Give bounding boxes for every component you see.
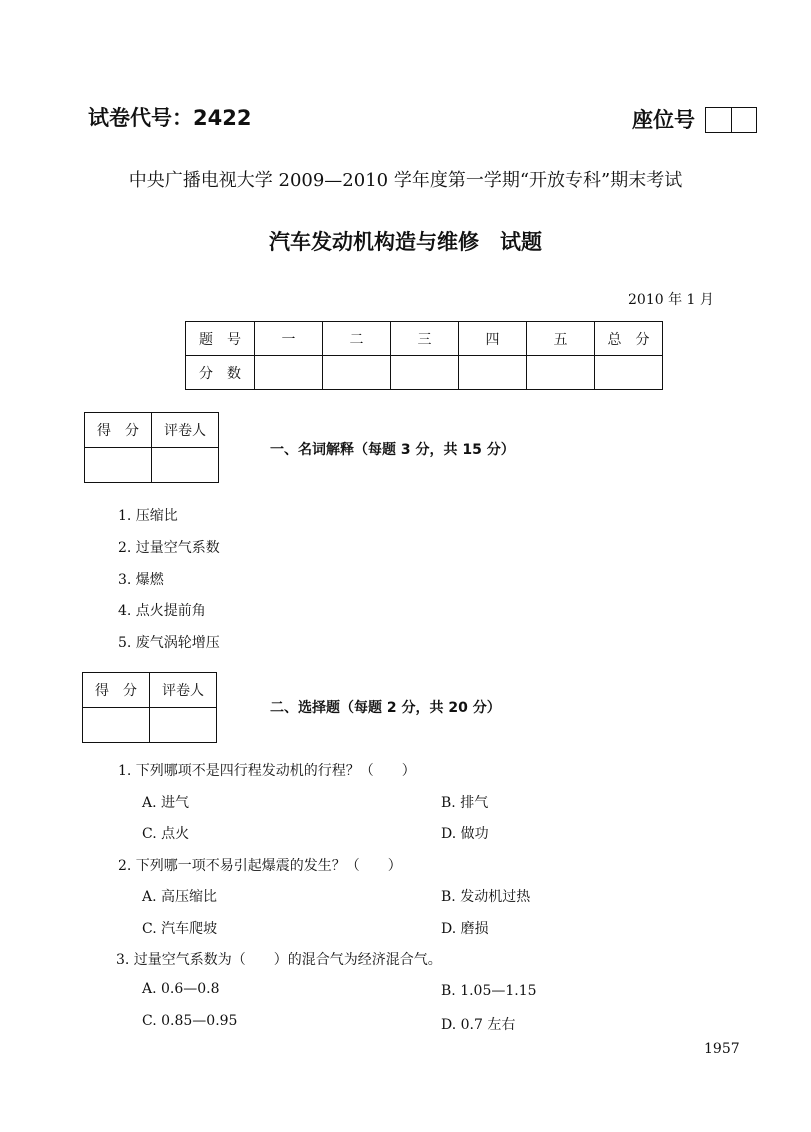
question-2: 2. 下列哪一项不易引起爆震的发生？（ ） — [118, 858, 402, 874]
section2-title: 二、选择题（每题 2 分，共 20 分） — [270, 700, 501, 716]
score-table-cell: 总 分 — [595, 322, 663, 356]
section1-item: 4. 点火提前角 — [118, 603, 206, 619]
grader-score-entry[interactable] — [85, 448, 152, 483]
option-d: D. 0.7 左右 — [441, 1017, 516, 1033]
score-table-cell: 三 — [391, 322, 459, 356]
score-table-cell: 五 — [527, 322, 595, 356]
option-c: C. 汽车爬坡 — [142, 921, 218, 937]
option-d: D. 做功 — [441, 826, 489, 842]
score-table-score-row — [186, 356, 663, 390]
grader-name-entry[interactable] — [152, 448, 219, 483]
score-table-cell: 分 数 — [186, 356, 255, 390]
option-b: B. 1.05—1.15 — [441, 983, 537, 999]
option-c: C. 点火 — [142, 826, 190, 842]
question-3: 3. 过量空气系数为（ ）的混合气为经济混合气。 — [116, 952, 442, 968]
option-b: B. 发动机过热 — [441, 889, 531, 905]
seat-label: 座位号 — [632, 108, 695, 132]
grader-box-section2 — [82, 672, 217, 743]
option-a: A. 进气 — [142, 795, 190, 811]
score-table-cell: 一 — [255, 322, 323, 356]
grader-name-entry[interactable] — [150, 708, 217, 743]
score-entry-cell[interactable] — [595, 356, 663, 390]
paper-code: 试卷代号：2422 — [88, 106, 252, 130]
grader-box-section1 — [84, 412, 219, 483]
exam-date: 2010 年 1 月 — [628, 292, 714, 308]
score-entry-cell[interactable] — [459, 356, 527, 390]
grader-name-label: 评卷人 — [150, 673, 217, 708]
score-entry-cell[interactable] — [323, 356, 391, 390]
score-entry-cell[interactable] — [255, 356, 323, 390]
option-b: B. 排气 — [441, 795, 489, 811]
score-entry-cell[interactable] — [527, 356, 595, 390]
seat-number-boxes — [705, 107, 757, 133]
grader-score-label: 得 分 — [83, 673, 150, 708]
score-table-header-row — [186, 322, 663, 356]
grader-score-label: 得 分 — [85, 413, 152, 448]
section1-item: 5. 废气涡轮增压 — [118, 635, 220, 651]
section1-item: 3. 爆燃 — [118, 572, 164, 588]
grader-score-entry[interactable] — [83, 708, 150, 743]
option-d: D. 磨损 — [441, 921, 489, 937]
option-c: C. 0.85—0.95 — [142, 1013, 238, 1029]
score-entry-cell[interactable] — [391, 356, 459, 390]
section1-title: 一、名词解释（每题 3 分，共 15 分） — [270, 442, 515, 458]
score-table-cell: 二 — [323, 322, 391, 356]
grader-name-label: 评卷人 — [152, 413, 219, 448]
score-table — [185, 321, 663, 390]
section1-item: 2. 过量空气系数 — [118, 540, 220, 556]
option-a: A. 高压缩比 — [142, 889, 218, 905]
exam-title: 汽车发动机构造与维修 试题 — [269, 230, 542, 254]
score-table-cell: 题 号 — [186, 322, 255, 356]
section1-item: 1. 压缩比 — [118, 508, 178, 524]
exam-header: 中央广播电视大学 2009—2010 学年度第一学期“开放专科”期末考试 — [128, 170, 683, 191]
page-number: 1957 — [704, 1041, 740, 1057]
score-table-cell: 四 — [459, 322, 527, 356]
option-a: A. 0.6—0.8 — [142, 981, 220, 997]
question-1: 1. 下列哪项不是四行程发动机的行程？（ ） — [118, 763, 416, 779]
